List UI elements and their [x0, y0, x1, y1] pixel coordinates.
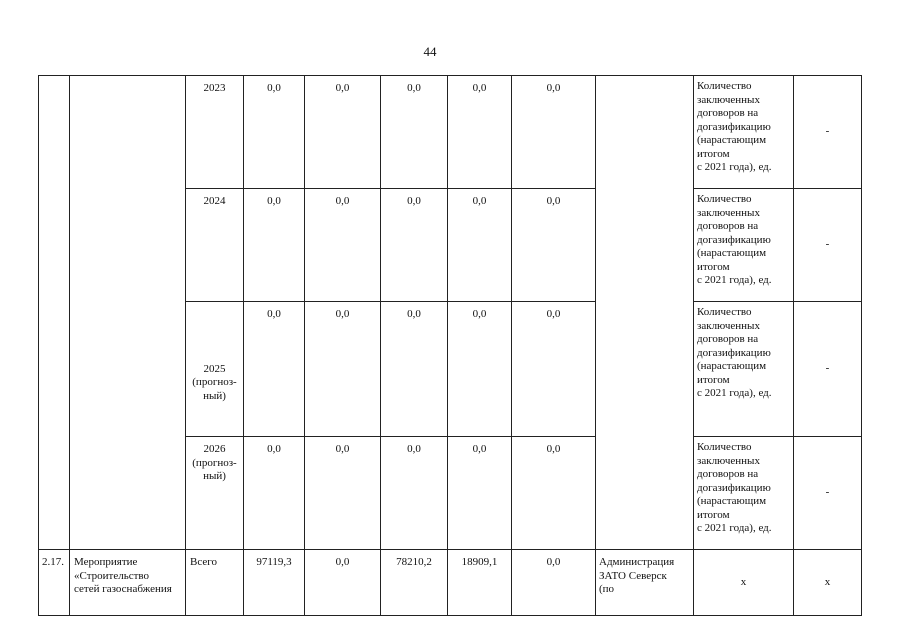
year-cell: 2023: [186, 76, 244, 189]
number-cell-empty: [39, 76, 70, 550]
indicator-value: -: [794, 76, 862, 189]
value-total: 0,0: [244, 189, 305, 302]
executor-cell: Администрация ЗАТО Северск (по: [596, 550, 694, 616]
indicator-value: -: [794, 189, 862, 302]
executor-cell-empty: [596, 76, 694, 550]
value-other: 0,0: [512, 437, 596, 550]
value-federal: 0,0: [305, 437, 381, 550]
table-row: [39, 76, 862, 189]
value-other: 0,0: [512, 189, 596, 302]
value-other: 0,0: [512, 302, 596, 437]
value-total: 0,0: [244, 76, 305, 189]
table-row: [39, 550, 862, 616]
item-name: Мероприятие «Строительство сетей газоснабжения: [70, 550, 186, 616]
value-other: 0,0: [512, 76, 596, 189]
value-federal: 0,0: [305, 189, 381, 302]
value-total: 0,0: [244, 437, 305, 550]
value-total: 0,0: [244, 302, 305, 437]
value-local: 0,0: [448, 437, 512, 550]
year-cell: 2024: [186, 189, 244, 302]
value-regional: 0,0: [381, 437, 448, 550]
value-regional: 0,0: [381, 76, 448, 189]
year-cell: 2025 (прогноз- ный): [186, 302, 244, 437]
program-table: [38, 75, 862, 616]
value-federal: 0,0: [305, 76, 381, 189]
value-regional: 0,0: [381, 189, 448, 302]
value-local: 18909,1: [448, 550, 512, 616]
indicator-cell: Количество заключенных договоров на догазификацию (нарастающим итогом с 2021 года), ед.: [694, 189, 794, 302]
value-regional: 78210,2: [381, 550, 448, 616]
value-local: 0,0: [448, 76, 512, 189]
indicator-cell: Количество заключенных договоров на догазификацию (нарастающим итогом с 2021 года), ед.: [694, 76, 794, 189]
year-cell: 2026 (прогноз- ный): [186, 437, 244, 550]
indicator-value: -: [794, 302, 862, 437]
value-federal: 0,0: [305, 550, 381, 616]
value-local: 0,0: [448, 302, 512, 437]
indicator-cell: х: [694, 550, 794, 616]
value-regional: 0,0: [381, 302, 448, 437]
name-cell-empty: [70, 76, 186, 550]
indicator-value: -: [794, 437, 862, 550]
value-local: 0,0: [448, 189, 512, 302]
value-federal: 0,0: [305, 302, 381, 437]
indicator-cell: Количество заключенных договоров на догазификацию (нарастающим итогом с 2021 года), ед.: [694, 437, 794, 550]
funding-source: Всего: [186, 550, 244, 616]
page-number: 44: [423, 44, 437, 59]
item-number: 2.17.: [39, 550, 70, 616]
indicator-cell: Количество заключенных договоров на догазификацию (нарастающим итогом с 2021 года), ед.: [694, 302, 794, 437]
value-total: 97119,3: [244, 550, 305, 616]
indicator-value: х: [794, 550, 862, 616]
value-other: 0,0: [512, 550, 596, 616]
